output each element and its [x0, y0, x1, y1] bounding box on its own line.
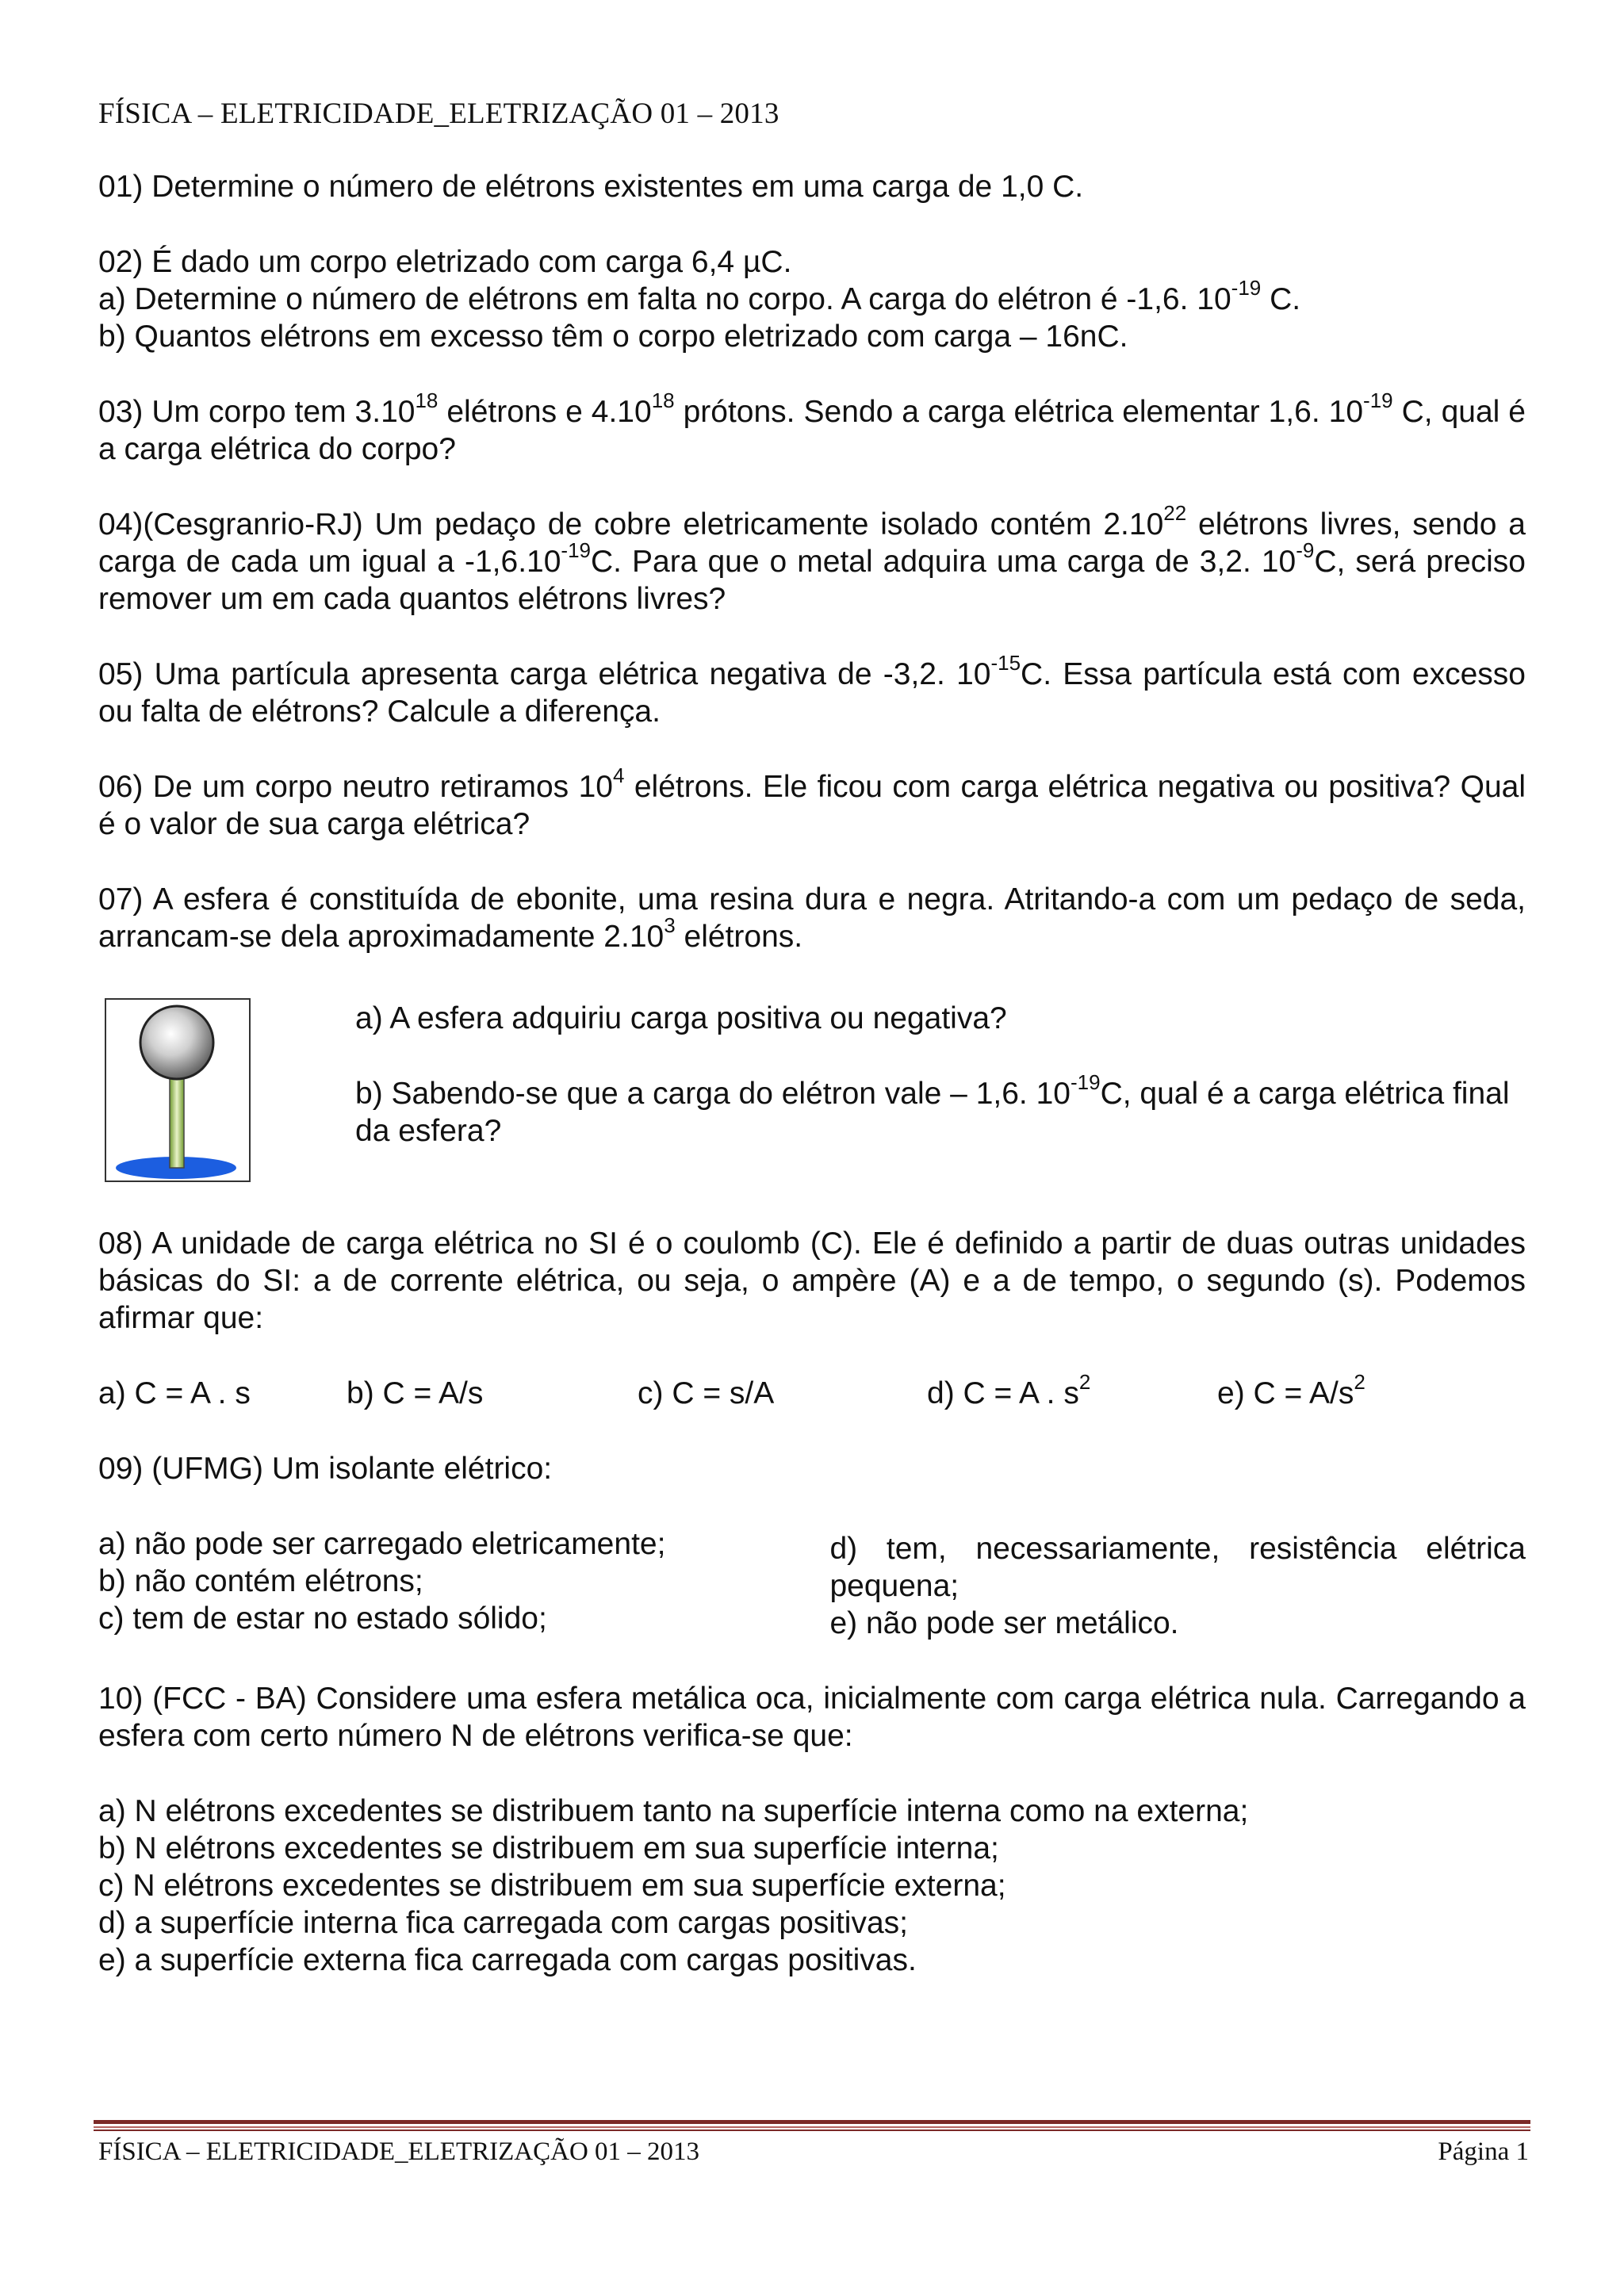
question-10-text: 10) (FCC - BA) Considere uma esfera metálica oca, inicialmente com carga elétrica nula. Carregando a esfera com certo número N de elétrons verifica-se que:	[98, 1682, 1526, 1753]
question-07-item-b	[355, 1070, 1537, 1150]
question-09	[98, 1450, 1526, 1487]
text: e) C = A/s	[1217, 1376, 1354, 1410]
question-06-text	[98, 763, 1526, 843]
exponent: 4	[612, 763, 625, 787]
exponent: 3	[664, 913, 676, 937]
footer-divider	[94, 2120, 1530, 2131]
question-08-options	[98, 1370, 1526, 1412]
text: 05) Uma partícula apresenta carga elétrica negativa de -3,2. 10	[98, 657, 991, 691]
text: 04)(Cesgranrio-RJ) Um pedaço de cobre eletricamente isolado contém 2.10	[98, 507, 1164, 541]
option-a: a) N elétrons excedentes se distribuem tanto na superfície interna como na externa;	[98, 1794, 1249, 1828]
question-10-options	[98, 1793, 1526, 1979]
question-03	[98, 388, 1526, 468]
sphere-illustration	[106, 1000, 249, 1181]
exponent: 18	[651, 388, 675, 412]
question-09-options	[98, 1525, 1526, 1642]
option-d: d) tem, necessariamente, resistência elétrica pequena;	[829, 1532, 1526, 1603]
text: C, qual é a carga elétrica do corpo?	[98, 395, 1526, 466]
text: 06) De um corpo neutro retiramos 10	[98, 770, 613, 804]
option-b: b) N elétrons excedentes se distribuem em sua superfície interna;	[98, 1831, 999, 1866]
question-05	[98, 651, 1526, 730]
exponent: 22	[1163, 501, 1187, 525]
page-number: Página 1	[1438, 2137, 1529, 2166]
text: C. Para que o metal adquira uma carga de 3,2. 10	[591, 545, 1297, 579]
page-header: FÍSICA – ELETRICIDADE_ELETRIZAÇÃO 01 – 2013	[98, 98, 779, 130]
exponent: -9	[1296, 538, 1315, 562]
question-02-statement: 02) É dado um corpo eletrizado com carga 6,4 µC.	[98, 245, 792, 279]
exponent: 18	[415, 388, 439, 412]
question-01-text: 01) Determine o número de elétrons existentes em uma carga de 1,0 C.	[98, 170, 1084, 204]
question-04-text	[98, 501, 1526, 618]
question-08	[98, 1225, 1526, 1337]
page-footer	[98, 2137, 1529, 2167]
option-c: c) C = s/A	[638, 1376, 775, 1410]
option-e	[1217, 1370, 1365, 1412]
option-d	[927, 1370, 1217, 1412]
text: a) Determine o número de elétrons em falta no corpo. A carga do elétron é -1,6. 10	[98, 282, 1231, 316]
footer-title: FÍSICA – ELETRICIDADE_ELETRIZAÇÃO 01 – 2013	[98, 2137, 700, 2166]
text: C.	[1261, 282, 1301, 316]
question-07-text	[98, 881, 1526, 955]
question-04	[98, 501, 1526, 618]
text: 03) Um corpo tem 3.10	[98, 395, 416, 429]
exponent: 2	[1354, 1370, 1365, 1394]
question-02	[98, 243, 1526, 355]
option-e: e) a superfície externa fica carregada com cargas positivas.	[98, 1943, 917, 1977]
text: 07) A esfera é constituída de ebonite, uma resina dura e negra. Atritando-a com um pedaço de seda, arrancam-se dela aproximadamente 2.10	[98, 882, 1526, 954]
option-b: b) C = A/s	[347, 1376, 484, 1410]
worksheet-content	[98, 168, 1526, 1979]
exponent: -19	[1231, 276, 1262, 300]
text: elétrons e 4.10	[438, 395, 652, 429]
text: C, será preciso remover um em cada quantos elétrons livres?	[98, 545, 1526, 616]
question-09-options-right	[829, 1525, 1526, 1642]
option-a: a) não pode ser carregado eletricamente;	[98, 1527, 666, 1561]
exponent: 2	[1078, 1370, 1091, 1394]
text: b) Sabendo-se que a carga do elétron vale – 1,6. 10	[355, 1077, 1071, 1111]
text: elétrons.	[675, 920, 803, 954]
option-a: a) C = A . s	[98, 1376, 251, 1410]
question-07-figure-block	[98, 1000, 1526, 1190]
option-c: c) tem de estar no estado sólido;	[98, 1601, 547, 1636]
question-07-item-a: a) A esfera adquiriu carga positiva ou negativa?	[355, 1001, 1007, 1035]
text: elétrons. Ele ficou com carga elétrica negativa ou positiva? Qual é o valor de sua carga elétrica?	[98, 770, 1526, 841]
question-03-text	[98, 388, 1526, 468]
text: elétrons livres, sendo a carga de cada um igual a -1,6.10	[98, 507, 1526, 579]
ebonite-sphere-icon	[105, 998, 251, 1182]
question-05-text	[98, 651, 1526, 730]
option-e: e) não pode ser metálico.	[829, 1606, 1179, 1640]
text: C, qual é a carga elétrica final da esfera?	[355, 1077, 1510, 1148]
question-07	[98, 881, 1526, 955]
option-d: d) a superfície interna fica carregada com cargas positivas;	[98, 1906, 908, 1940]
question-09-text: 09) (UFMG) Um isolante elétrico:	[98, 1452, 553, 1486]
question-10	[98, 1680, 1526, 1755]
text: C. Essa partícula está com excesso ou falta de elétrons? Calcule a diferença.	[98, 657, 1526, 729]
option-b: b) não contém elétrons;	[98, 1564, 423, 1598]
exponent: -19	[1070, 1070, 1101, 1094]
question-09-options-left	[98, 1525, 829, 1642]
question-02-item-b: b) Quantos elétrons em excesso têm o corpo eletrizado com carga – 16nC.	[98, 320, 1128, 354]
exponent: -15	[990, 651, 1021, 675]
text: prótons. Sendo a carga elétrica elementar 1,6. 10	[674, 395, 1364, 429]
question-08-text: 08) A unidade de carga elétrica no SI é o coulomb (C). Ele é definido a partir de duas outras unidades básicas do SI: a de corrente elétrica, ou seja, o ampère (A) e a de tempo, o segundo (s). Podemos afirmar que:	[98, 1226, 1526, 1335]
exponent: -19	[1363, 388, 1393, 412]
question-06	[98, 763, 1526, 843]
question-01	[98, 168, 1526, 205]
option-c: c) N elétrons excedentes se distribuem em sua superfície externa;	[98, 1869, 1006, 1903]
exponent: -19	[561, 538, 591, 562]
question-02-item-a	[98, 276, 1526, 318]
question-07-items	[355, 1000, 1537, 1150]
text: d) C = A . s	[927, 1376, 1079, 1410]
